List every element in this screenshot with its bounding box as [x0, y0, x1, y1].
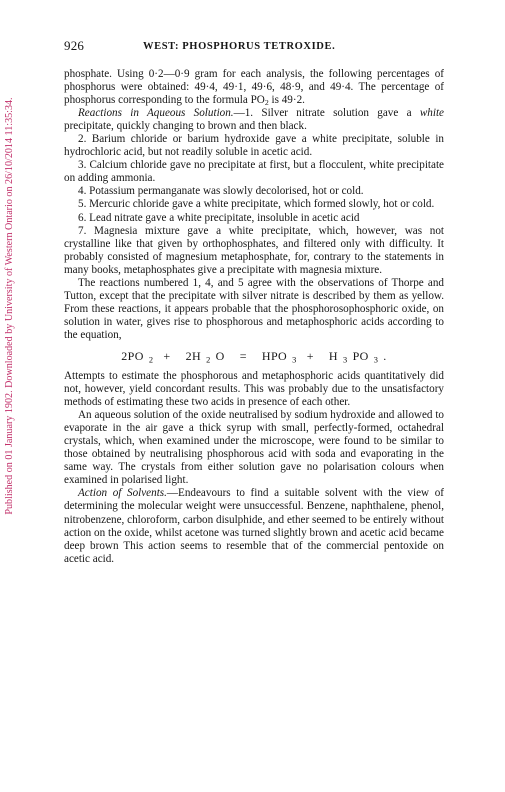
- emphasis-white: white: [419, 107, 444, 120]
- equation-symbol: 2PO: [121, 348, 144, 363]
- equation-period: .: [383, 348, 387, 363]
- equation-term-1: [116, 348, 153, 364]
- equation-subscript: 2: [148, 355, 154, 365]
- paragraph-reaction-5: 5. Mercuric chloride gave a white precipitate, which formed slowly, hot or cold.: [78, 198, 435, 211]
- equation-symbol: 2H: [185, 348, 202, 363]
- equation-symbol: O: [215, 348, 225, 363]
- equation-plus-2: +: [306, 348, 314, 363]
- text-reaction-1a: —1. Silver nitrate solution gave a: [233, 107, 420, 120]
- paragraph-reaction-1: [64, 107, 444, 133]
- paragraph-reaction-4: 4. Potassium permanganate was slowly decolorised, hot or cold.: [78, 185, 364, 198]
- equation-term-3: [257, 348, 297, 364]
- equation-equals: =: [239, 348, 247, 363]
- text-reaction-1b: precipitate, quickly changing to brown and then black.: [64, 120, 307, 133]
- article-body: [64, 68, 444, 566]
- paragraph-reaction-3: 3. Calcium chloride gave no precipitate at first, but a flocculent, white precipitate on adding ammonia.: [64, 159, 444, 185]
- journal-page: [64, 38, 444, 746]
- download-watermark: [2, 20, 18, 592]
- paragraph-estimation-attempts: Attempts to estimate the phosphorous and metaphosphoric acids quantitatively did not, however, yield concordant results. This was probably due to the unsatisfactory methods of estimating these two acids in presence of each other.: [64, 369, 444, 409]
- equation-subscript: 2: [206, 355, 211, 365]
- paragraph-action-of-solvents: [64, 487, 444, 565]
- text-phosphorus-percentages: phosphate. Using 0·2—0·9 gram for each analysis, the following percentages of phosphorus were obtained: 49·4, 49·1, 49·6, 48·9, and 49·4. The percentage of phosphorus corresponding to the formula PO: [64, 68, 444, 107]
- equation-subscript: 3: [373, 355, 379, 365]
- page-header: [64, 38, 444, 54]
- equation-term-4: [324, 348, 392, 364]
- page-number: 926: [64, 38, 85, 53]
- download-watermark-text: Published on 01 January 1902. Downloaded by University of Western Ontario on 26/10/2014 11:35:34.: [4, 97, 15, 515]
- text-solvents: —Endeavours to find a suitable solvent with the view of determining the molecular weight were unsuccessful. Benzene, naphthalene, phenol, nitrobenzene, chloroform, carbon disulphide, and ether seemed to be entirely without action on the oxide, whilst acetone was turned slightly brown and acetic acid became deep brown This action seems to resemble that of the commercial pentoxide on acetic acid.: [64, 487, 444, 565]
- section-heading-reactions: Reactions in Aqueous Solution.: [78, 107, 234, 120]
- section-heading-solvents: Action of Solvents.: [78, 487, 167, 500]
- equation-symbol: HPO: [261, 348, 288, 363]
- paragraph-aqueous-solution: An aqueous solution of the oxide neutralised by sodium hydroxide and allowed to evaporate in the air gave a thick syrup with small, perfectly-formed, octahedral crystals, which, when examined under the microscope, were found to be similar to those obtained by neutralising phosphorous acid with soda and evaporating in the same way. The crystals from either solution gave no polarisation colours when examined in polarised light.: [64, 409, 444, 487]
- paragraph-reaction-6: 6. Lead nitrate gave a white precipitate, insoluble in acetic acid: [78, 211, 360, 224]
- paragraph-thorpe-tutton: The reactions numbered 1, 4, and 5 agree with the observations of Thorpe and Tutton, except that the precipitate with silver nitrate is described by them as yellow. From these reactions, it appears probable that the phosphorosophosphoric oxide, on solution in water, gives rise to phosphorous and metaphosphoric acids according to the equation,: [64, 276, 444, 341]
- equation-subscript: 3: [342, 355, 348, 365]
- equation-subscript: 3: [292, 355, 297, 365]
- text-phosphorus-formula-value: is 49·2.: [268, 94, 305, 107]
- equation-plus-1: +: [163, 348, 171, 363]
- running-title: WEST: PHOSPHORUS TETROXIDE.: [143, 41, 336, 52]
- equation-symbol: H: [328, 348, 338, 363]
- equation-symbol: PO: [352, 348, 369, 363]
- paragraph-phosphorus-percentages: [64, 68, 444, 107]
- equation-term-2: [181, 348, 230, 364]
- paragraph-reaction-7: 7. Magnesia mixture gave a white precipitate, which, however, was not crystalline like that given by orthophosphates, and filtered only with difficulty. It probably consisted of magnesium metaphosphate, for, contrary to the statements in many books, metaphosphates give a precipitate with magnesia mixture.: [64, 224, 444, 276]
- chemical-equation: [64, 348, 444, 364]
- subscript: 2: [264, 98, 269, 108]
- paragraph-reaction-2: 2. Barium chloride or barium hydroxide gave a white precipitate, soluble in hydrochloric acid, but not readily soluble in acetic acid.: [64, 133, 444, 159]
